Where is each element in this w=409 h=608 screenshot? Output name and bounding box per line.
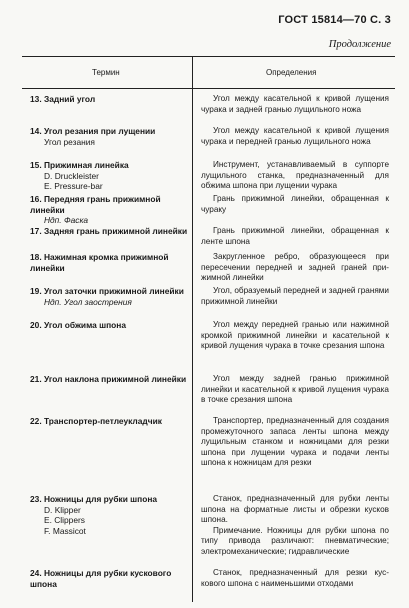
definition-text: Угол между передней гранью или нажимной кромкой прижимной линейки и касательной к кривой лущения чурака в точке срезания шпона (201, 320, 389, 350)
term-number: 18. (30, 252, 42, 262)
term-row (30, 226, 190, 237)
definition-text: Грань прижимной линейки, обращенная к чураку (201, 194, 389, 214)
term-number: 20. (30, 320, 42, 330)
term-foreign-equivalent: F. Massicot (44, 525, 86, 536)
term-row (30, 374, 190, 385)
definition (201, 252, 389, 284)
term-number: 22. (30, 416, 42, 426)
definition (201, 226, 389, 247)
term-foreign-equivalent: E. Pressure-bar (44, 181, 103, 191)
definition-text: Угол, образуемый передней и задней гранями прижимной линейки (201, 286, 389, 306)
term-number: 13. (30, 94, 42, 104)
column-header-definition: Определения (266, 68, 317, 77)
continuation-label: Продолжение (328, 39, 391, 50)
term-row (30, 160, 190, 192)
table-top-rule (22, 56, 395, 57)
definition-text: Угол между касательной к кривой лущения чурака и задней гранью лущильного ножа (201, 94, 389, 114)
definition-text: Угол между касательной к кривой лущения чурака и передней гранью лущильного ножа (201, 126, 389, 146)
column-divider (192, 56, 193, 602)
definition (201, 94, 389, 115)
term-name: Угол резания при лущении (43, 126, 156, 136)
term-name: Ножницы для рубки кускового шпона (30, 568, 172, 589)
definition-text: Станок, предназначенный для резки кускового шпона с наименьшими отходами (201, 568, 389, 588)
definition (201, 320, 389, 352)
term-foreign-equivalent: D. Klipper (44, 504, 81, 515)
term-name: Нажимная кромка прижимной линейки (30, 252, 169, 273)
term-name: Задний угол (43, 94, 96, 104)
definition (201, 194, 389, 215)
definition-note: Примечание. Ножницы для рубки шпона по типу привода различают: пневматические; электромеханические; гидравлические (201, 525, 389, 556)
term-row (30, 286, 190, 307)
term-synonym: Угол резания (44, 136, 95, 147)
definition (201, 126, 389, 147)
term-not-allowed: Ндп. Угол заострения (44, 296, 132, 307)
term-number: 19. (30, 286, 42, 296)
term-row (30, 320, 190, 331)
term-foreign-equivalent: E. Clippers (44, 515, 85, 525)
header-rule (22, 88, 395, 89)
term-number: 23. (30, 494, 42, 504)
definition (201, 568, 389, 589)
term-name: Ножницы для рубки шпона (43, 494, 158, 504)
terms-table (22, 56, 395, 602)
definition-text: Грань прижимной линейки, обращенная к ленте шпона (201, 226, 389, 246)
page-header: ГОСТ 15814—70 С. 3 (278, 14, 391, 26)
term-number: 17. (30, 226, 42, 236)
definition-text: Транспортер, предназначенный для создания промежуточного запаса ленты шпона между лущильным станком и ножницами для резки шпона при лущении чурака и подачи ленты шпона к ножницам для резки (201, 416, 389, 467)
term-number: 16. (30, 194, 42, 204)
definition (201, 416, 389, 469)
definition-text: Инструмент, устанавливаемый в суппорте лущильного станка, предназначенный для обжима шпона при лущении чурака (201, 160, 389, 190)
term-name: Угол наклона прижимной линейки (43, 374, 187, 384)
term-row (30, 494, 190, 536)
term-row (30, 126, 190, 147)
term-number: 21. (30, 374, 42, 384)
definition (201, 494, 389, 557)
term-name: Задняя грань прижимной линейки (43, 226, 188, 236)
term-row (30, 252, 190, 273)
term-name: Угол обжима шпона (43, 320, 127, 330)
definition-text: Угол между задней гранью прижимной линейки и касательной к кривой лущения чурака в точке срезания шпона (201, 374, 389, 404)
definition (201, 286, 389, 307)
term-name: Прижимная линейка (43, 160, 129, 170)
definition-text: Закругленное ребро, образующееся при пересечении передней и задней граней прижимной линейки (201, 252, 389, 282)
term-row (30, 94, 190, 105)
term-row (30, 194, 190, 226)
term-foreign-equivalent: D. Druckleister (44, 170, 99, 181)
term-name: Транспортер-петлеукладчик (43, 416, 162, 426)
term-number: 24. (30, 568, 42, 578)
term-row (30, 416, 190, 427)
definition (201, 374, 389, 406)
term-number: 14. (30, 126, 42, 136)
term-not-allowed: Ндп. Фаска (44, 215, 89, 225)
term-row (30, 568, 190, 589)
term-name: Передняя грань прижимной линейки (30, 194, 161, 215)
definition (201, 160, 389, 192)
definition-text: Станок, предназначенный для рубки ленты шпона на форматные листы и обрезки кусков шпона. (201, 494, 389, 524)
term-name: Угол заточки прижимной линейки (43, 286, 184, 296)
column-header-term: Термин (92, 68, 120, 77)
term-number: 15. (30, 160, 42, 170)
